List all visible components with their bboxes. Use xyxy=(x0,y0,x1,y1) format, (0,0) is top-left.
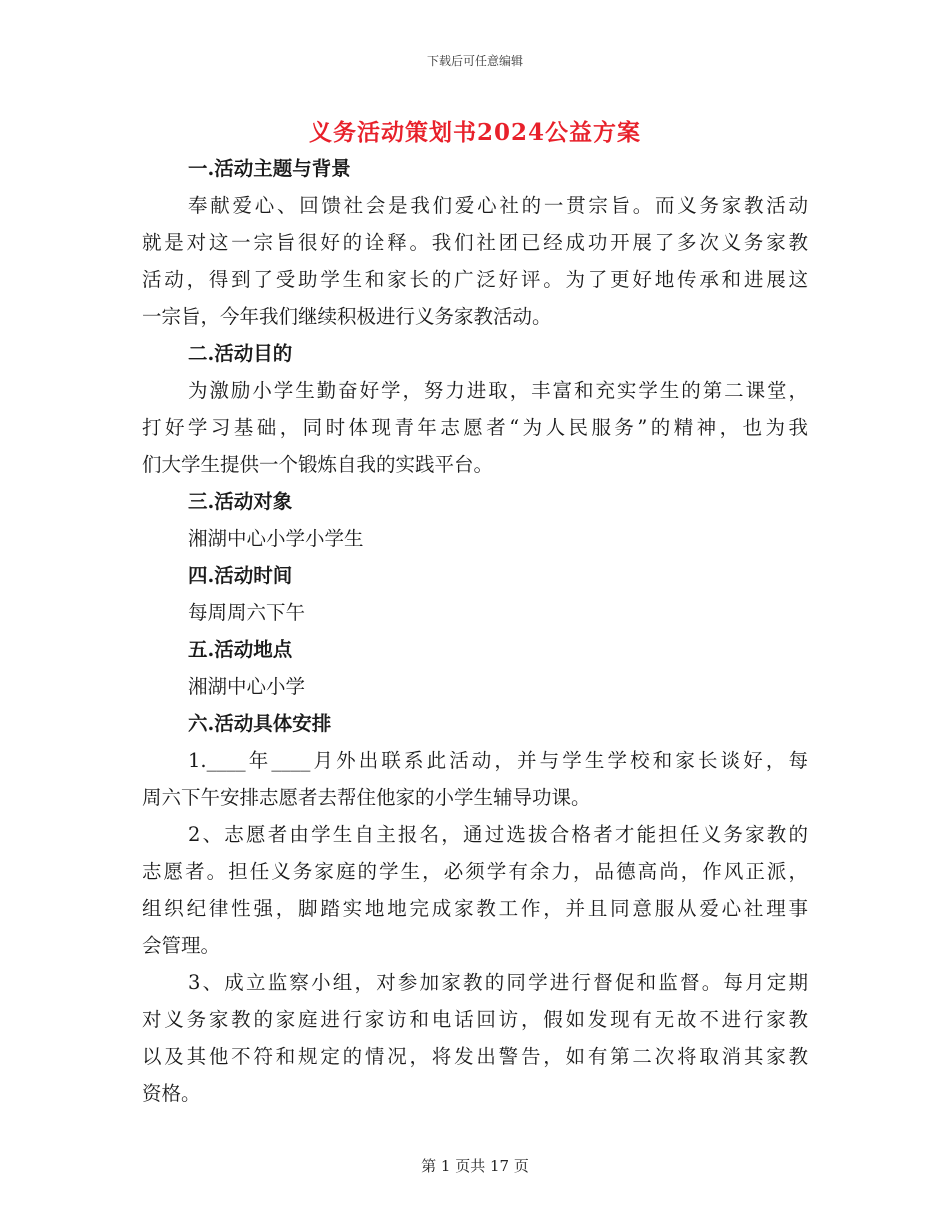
paragraph-line: 以及其他不符和规定的情况，将发出警告，如有第二次将取消其家教 xyxy=(142,1045,808,1068)
paragraph-line: 为激励小学生勤奋好学，努力进取，丰富和充实学生的第二课堂， xyxy=(188,379,808,402)
paragraph-line: 2、志愿者由学生自主报名，通过选拔合格者才能担任义务家教的 xyxy=(188,823,808,846)
paragraph-line: 湘湖中心小学 xyxy=(188,675,306,698)
page-footer: 第 1 页共 17 页 xyxy=(421,1157,529,1175)
paragraph-line: 志愿者。担任义务家庭的学生，必须学有余力，品德高尚，作风正派， xyxy=(142,860,808,883)
section-heading: 一.活动主题与背景 xyxy=(188,157,351,180)
paragraph-line: 资格。 xyxy=(142,1082,201,1105)
paragraph-line: 每周周六下午 xyxy=(188,601,306,624)
paragraph-line: 湘湖中心小学小学生 xyxy=(188,527,364,550)
paragraph-line: 奉献爱心、回馈社会是我们爱心社的一贯宗旨。而义务家教活动 xyxy=(188,194,808,217)
paragraph-line: 周六下午安排志愿者去帮住他家的小学生辅导功课。 xyxy=(142,786,591,809)
paragraph-line: 们大学生提供一个锻炼自我的实践平台。 xyxy=(142,453,494,476)
section-heading: 五.活动地点 xyxy=(188,638,293,661)
section-heading: 三.活动对象 xyxy=(188,490,293,513)
paragraph-line: 会管理。 xyxy=(142,934,221,957)
paragraph-line: 一宗旨，今年我们继续积极进行义务家教活动。 xyxy=(142,305,552,328)
paragraph-line: 对义务家教的家庭进行家访和电话回访，假如发现有无故不进行家教 xyxy=(142,1008,808,1031)
paragraph-line: 活动，得到了受助学生和家长的广泛好评。为了更好地传承和进展这 xyxy=(142,268,808,291)
paragraph-line: 3、成立监察小组，对参加家教的同学进行督促和监督。每月定期 xyxy=(188,971,808,994)
paragraph-line: 1.____年____月外出联系此活动，并与学生学校和家长谈好，每 xyxy=(188,749,808,772)
document-title: 义务活动策划书2024公益方案 xyxy=(308,119,641,146)
paragraph-line: 组织纪律性强，脚踏实地地完成家教工作，并且同意服从爱心社理事 xyxy=(142,897,808,920)
paragraph-line: 打好学习基础，同时体现青年志愿者“为人民服务”的精神，也为我 xyxy=(142,416,808,439)
paragraph-line: 就是对这一宗旨很好的诠释。我们社团已经成功开展了多次义务家教 xyxy=(142,231,808,254)
document-body xyxy=(142,150,808,1112)
section-heading: 二.活动目的 xyxy=(188,342,293,365)
section-heading: 六.活动具体安排 xyxy=(188,712,332,735)
section-heading: 四.活动时间 xyxy=(188,564,293,587)
page-header-note: 下载后可任意编辑 xyxy=(426,54,523,68)
